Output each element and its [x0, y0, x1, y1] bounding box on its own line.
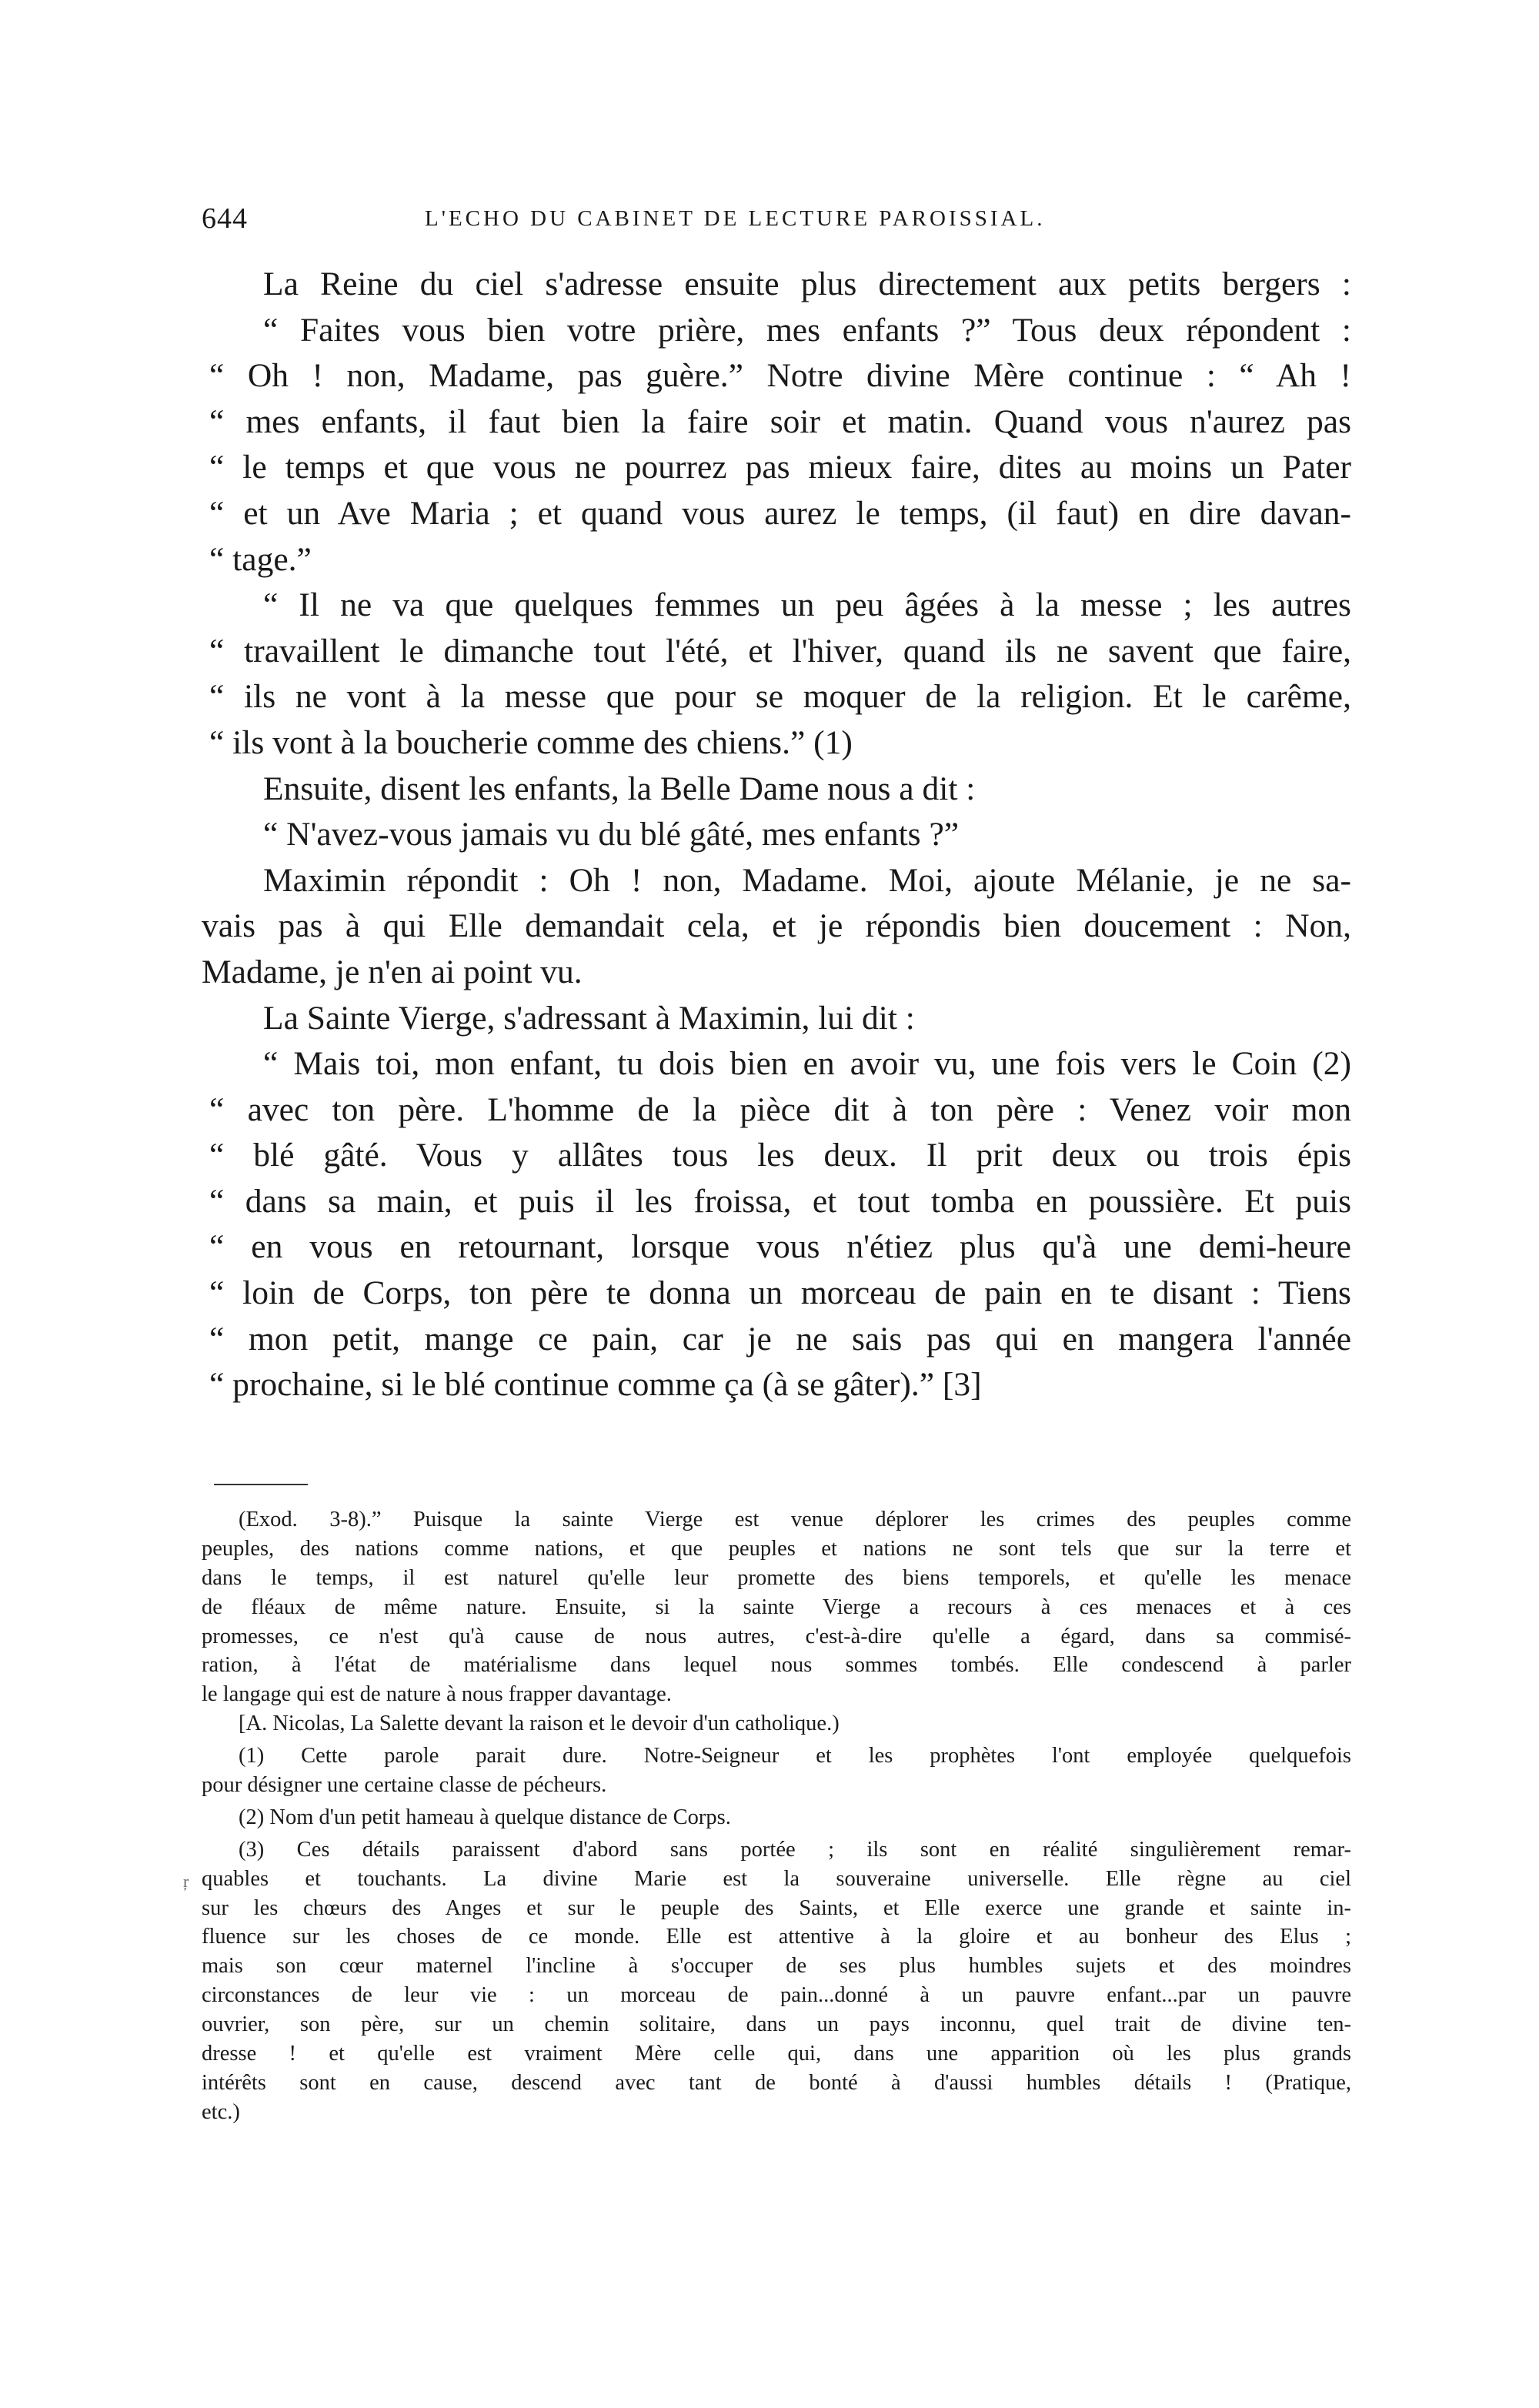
text-line: “ travaillent le dimanche tout l'été, et l'hiver, quand ils ne savent que faire, — [209, 632, 1351, 670]
footnote-line: ration, à l'état de matérialisme dans lequel nous sommes tombés. Elle condescend à parler — [202, 1653, 1351, 1678]
text-line: “ ils vont à la boucherie comme des chiens.” (1) — [209, 723, 853, 761]
text-line: Ensuite, disent les enfants, la Belle Dame nous a dit : — [263, 770, 976, 807]
footnote-line: (Exod. 3-8).” Puisque la sainte Vierge est venue déplorer les crimes des peuples comme — [239, 1508, 1351, 1531]
text-line: “ Il ne va que quelques femmes un peu âgées à la messe ; les autres — [263, 586, 1351, 624]
text-line: “ le temps et que vous ne pourrez pas mieux faire, dites au moins un Pater — [209, 449, 1351, 486]
text-line: La Reine du ciel s'adresse ensuite plus directement aux petits bergers : — [263, 266, 1351, 302]
text-line: “ dans sa main, et puis il les froissa, et tout tomba en poussière. Et puis — [209, 1182, 1351, 1220]
text-line: Maximin répondit : Oh ! non, Madame. Moi, ajoute Mélanie, je ne sa- — [263, 861, 1351, 899]
text-line: “ Oh ! non, Madame, pas guère.” Notre divine Mère continue : “ Ah ! — [209, 357, 1351, 395]
footnote-line: dans le temps, il est naturel qu'elle leur promette des biens temporels, et qu'elle les menace — [202, 1565, 1351, 1590]
text-line: “ prochaine, si le blé continue comme ça (à se gâter).” [3] — [209, 1366, 982, 1404]
footnote-line: etc.) — [202, 2099, 240, 2124]
page-number: 644 — [202, 202, 248, 235]
text-line: “ mon petit, mange ce pain, car je ne sais pas qui en mangera l'année — [209, 1320, 1351, 1358]
text-line: “ Faites vous bien votre prière, mes enfants ?” Tous deux répondent : — [263, 311, 1351, 349]
footnote-line: dresse ! et qu'elle est vraiment Mère celle qui, dans une apparition où les plus grands — [202, 2042, 1351, 2066]
text-line: “ tage.” — [209, 540, 312, 578]
main-text — [202, 262, 1351, 1408]
text-line: “ mes enfants, il faut bien la faire soir et matin. Quand vous n'aurez pas — [209, 402, 1351, 440]
footnote-line: (2) Nom d'un petit hameau à quelque distance de Corps. — [239, 1805, 731, 1829]
footnote-line: de fléaux de même nature. Ensuite, si la sainte Vierge a recours à ces menaces et à ces — [202, 1595, 1351, 1619]
footnotes — [202, 1505, 1351, 2127]
footnote-line: circonstances de leur vie : un morceau de pain...donné à un pauvre enfant...par un pauvre — [202, 1983, 1351, 2008]
text-line: “ blé gâté. Vous y allâtes tous les deux. Il prit deux ou trois épis — [209, 1137, 1351, 1174]
footnote-line: quables et touchants. La divine Marie est la souveraine universelle. Elle règne au ciel — [202, 1866, 1351, 1891]
footnote-line: (3) Ces détails paraissent d'abord sans portée ; ils sont en réalité singulièrement remar- — [239, 1837, 1351, 1862]
page-header — [202, 202, 1351, 240]
footnote-rule — [214, 1484, 308, 1485]
footnote-line: [A. Nicolas, La Salette devant la raison et le devoir d'un catholique.) — [239, 1712, 840, 1736]
footnote-line: pour désigner une certaine classe de pécheurs. — [202, 1773, 607, 1798]
running-title: L'ECHO DU CABINET DE LECTURE PAROISSIAL. — [425, 206, 1046, 231]
footnote-line: ouvrier, son père, sur un chemin solitaire, dans un pays inconnu, quel trait de divine ten- — [202, 2012, 1351, 2037]
footnote-line: (1) Cette parole parait dure. Notre-Seigneur et les prophètes l'ont employée quelquefois — [239, 1744, 1351, 1768]
text-line: “ et un Ave Maria ; et quand vous aurez le temps, (il faut) en dire davan- — [209, 494, 1351, 532]
text-line: Madame, je n'en ai point vu. — [202, 953, 583, 990]
footnote-line: peuples, des nations comme nations, et que peuples et nations ne sont tels que sur la terre et — [202, 1536, 1351, 1561]
footnote-line: sur les chœurs des Anges et sur le peuple des Saints, et Elle exerce une grande et sainte in- — [202, 1895, 1351, 1920]
text-line: La Sainte Vierge, s'adressant à Maximin, lui dit : — [263, 999, 915, 1037]
footnote-line: fluence sur les choses de ce monde. Elle est attentive à la gloire et au bonheur des Elus ; — [202, 1925, 1351, 1949]
text-line: “ Mais toi, mon enfant, tu dois bien en avoir vu, une fois vers le Coin (2) — [263, 1045, 1351, 1083]
text-line: vais pas à qui Elle demandait cela, et je répondis bien doucement : Non, — [202, 907, 1351, 945]
text-line: “ N'avez-vous jamais vu du blé gâté, mes enfants ?” — [263, 816, 960, 853]
margin-mark: ŗ — [183, 1872, 189, 1891]
text-line: “ en vous en retournant, lorsque vous n'étiez plus qu'à une demi-heure — [209, 1228, 1351, 1266]
footnote-line: mais son cœur maternel l'incline à s'occuper de ses plus humbles sujets et des moindres — [202, 1954, 1351, 1979]
footnote-line: le langage qui est de nature à nous frapper davantage. — [202, 1682, 672, 1707]
footnote-line: promesses, ce n'est qu'à cause de nous autres, c'est-à-dire qu'elle a égard, dans sa commisé- — [202, 1624, 1351, 1648]
text-line: “ loin de Corps, ton père te donna un morceau de pain en te disant : Tiens — [209, 1274, 1351, 1312]
text-line: “ avec ton père. L'homme de la pièce dit à ton père : Venez voir mon — [209, 1090, 1351, 1128]
text-line: “ ils ne vont à la messe que pour se moquer de la religion. Et le carême, — [209, 678, 1351, 716]
footnote-line: intérêts sont en cause, descend avec tant de bonté à d'aussi humbles détails ! (Pratique, — [202, 2070, 1351, 2095]
